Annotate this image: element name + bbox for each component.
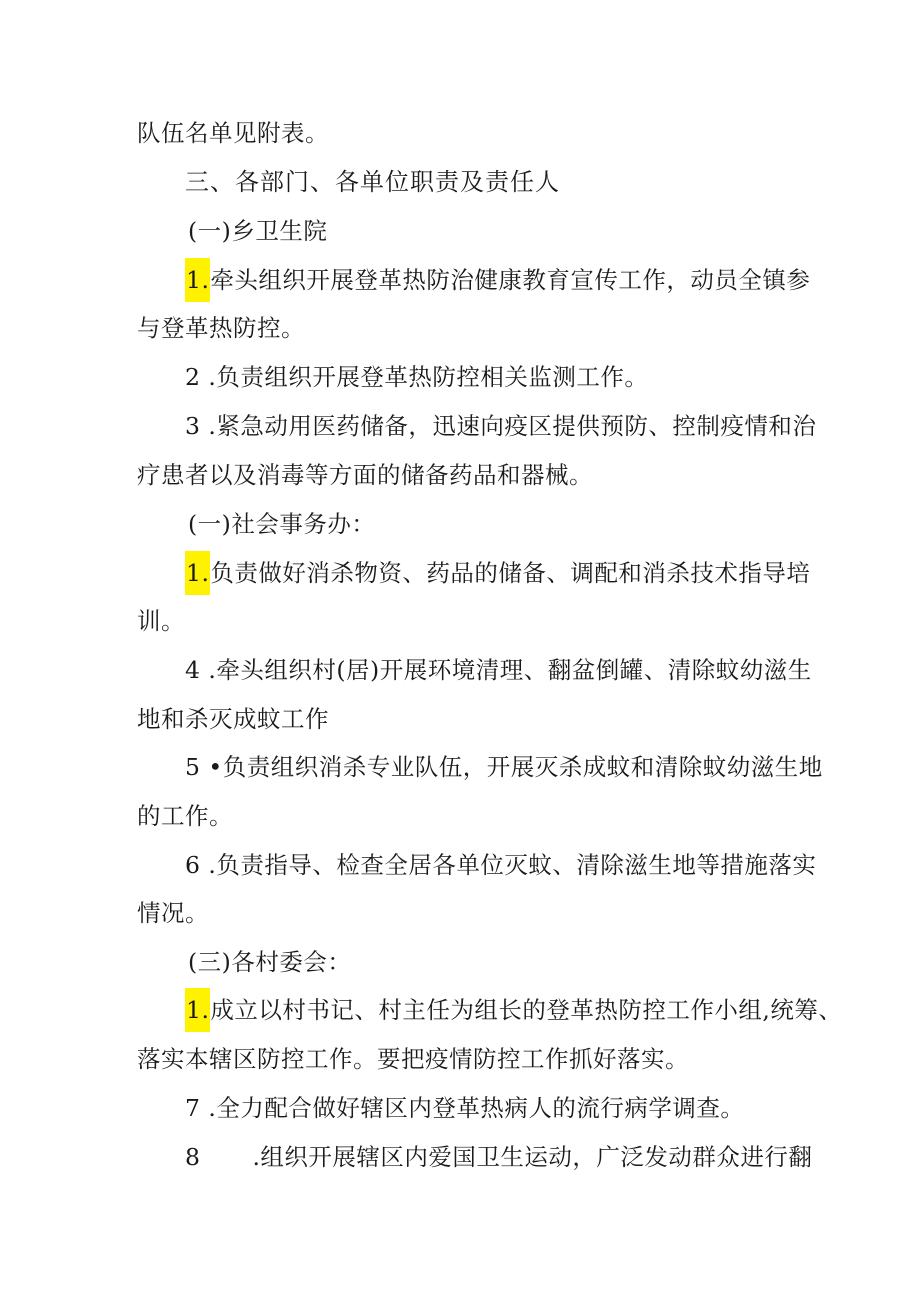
text-line: 6 .负责指导、检查全居各单位灭蚊、清除滋生地等措施落实: [185, 851, 817, 879]
text-line: 1.负责做好消杀物资、药品的储备、调配和消杀技术指导培: [185, 558, 810, 588]
text-line: 5 •负责组织消杀专业队伍，开展灭杀成蚊和清除蚊幼滋生地: [185, 753, 823, 781]
text-line: 1.牵头组织开展登革热防治健康教育宣传工作，动员全镇参: [185, 265, 810, 295]
text-line: 情况。: [137, 899, 209, 927]
highlighted-number: 1.: [185, 551, 210, 595]
highlighted-number: 1.: [185, 988, 210, 1032]
text-line: 3 .紧急动用医药储备，迅速向疫区提供预防、控制疫情和治: [185, 412, 817, 440]
text-line: 地和杀灭成蚊工作: [137, 705, 329, 733]
text-line: 落实本辖区防控工作。要把疫情防控工作抓好落实。: [137, 1045, 689, 1073]
subsection-heading: (三)各村委会：: [188, 948, 352, 976]
text-line: 队伍名单见附表。: [137, 119, 329, 147]
text-line: 7 .全力配合做好辖区内登革热病人的流行病学调查。: [185, 1094, 745, 1122]
highlighted-number: 1.: [185, 258, 210, 302]
text-line: 疗患者以及消毒等方面的储备药品和器械。: [137, 461, 593, 489]
text-line: 与登革热防控。: [137, 314, 305, 342]
text-line: 的工作。: [137, 802, 233, 830]
text-line: 4 .牵头组织村(居)开展环境清理、翻盆倒罐、清除蚊幼滋生: [185, 656, 812, 684]
text-line: 1.成立以村书记、村主任为组长的登革热防控工作小组,统筹、: [185, 995, 842, 1025]
section-heading: 三、各部门、各单位职责及责任人: [185, 168, 560, 196]
text-line: 训。: [137, 607, 185, 635]
subsection-heading: (一)乡卫生院: [188, 217, 328, 245]
text-line: 8 .组织开展辖区内爱国卫生运动，广泛发动群众进行翻: [185, 1143, 813, 1171]
subsection-heading: (一)社会事务办：: [188, 510, 376, 538]
text-line: 2 .负责组织开展登革热防控相关监测工作。: [185, 363, 649, 391]
